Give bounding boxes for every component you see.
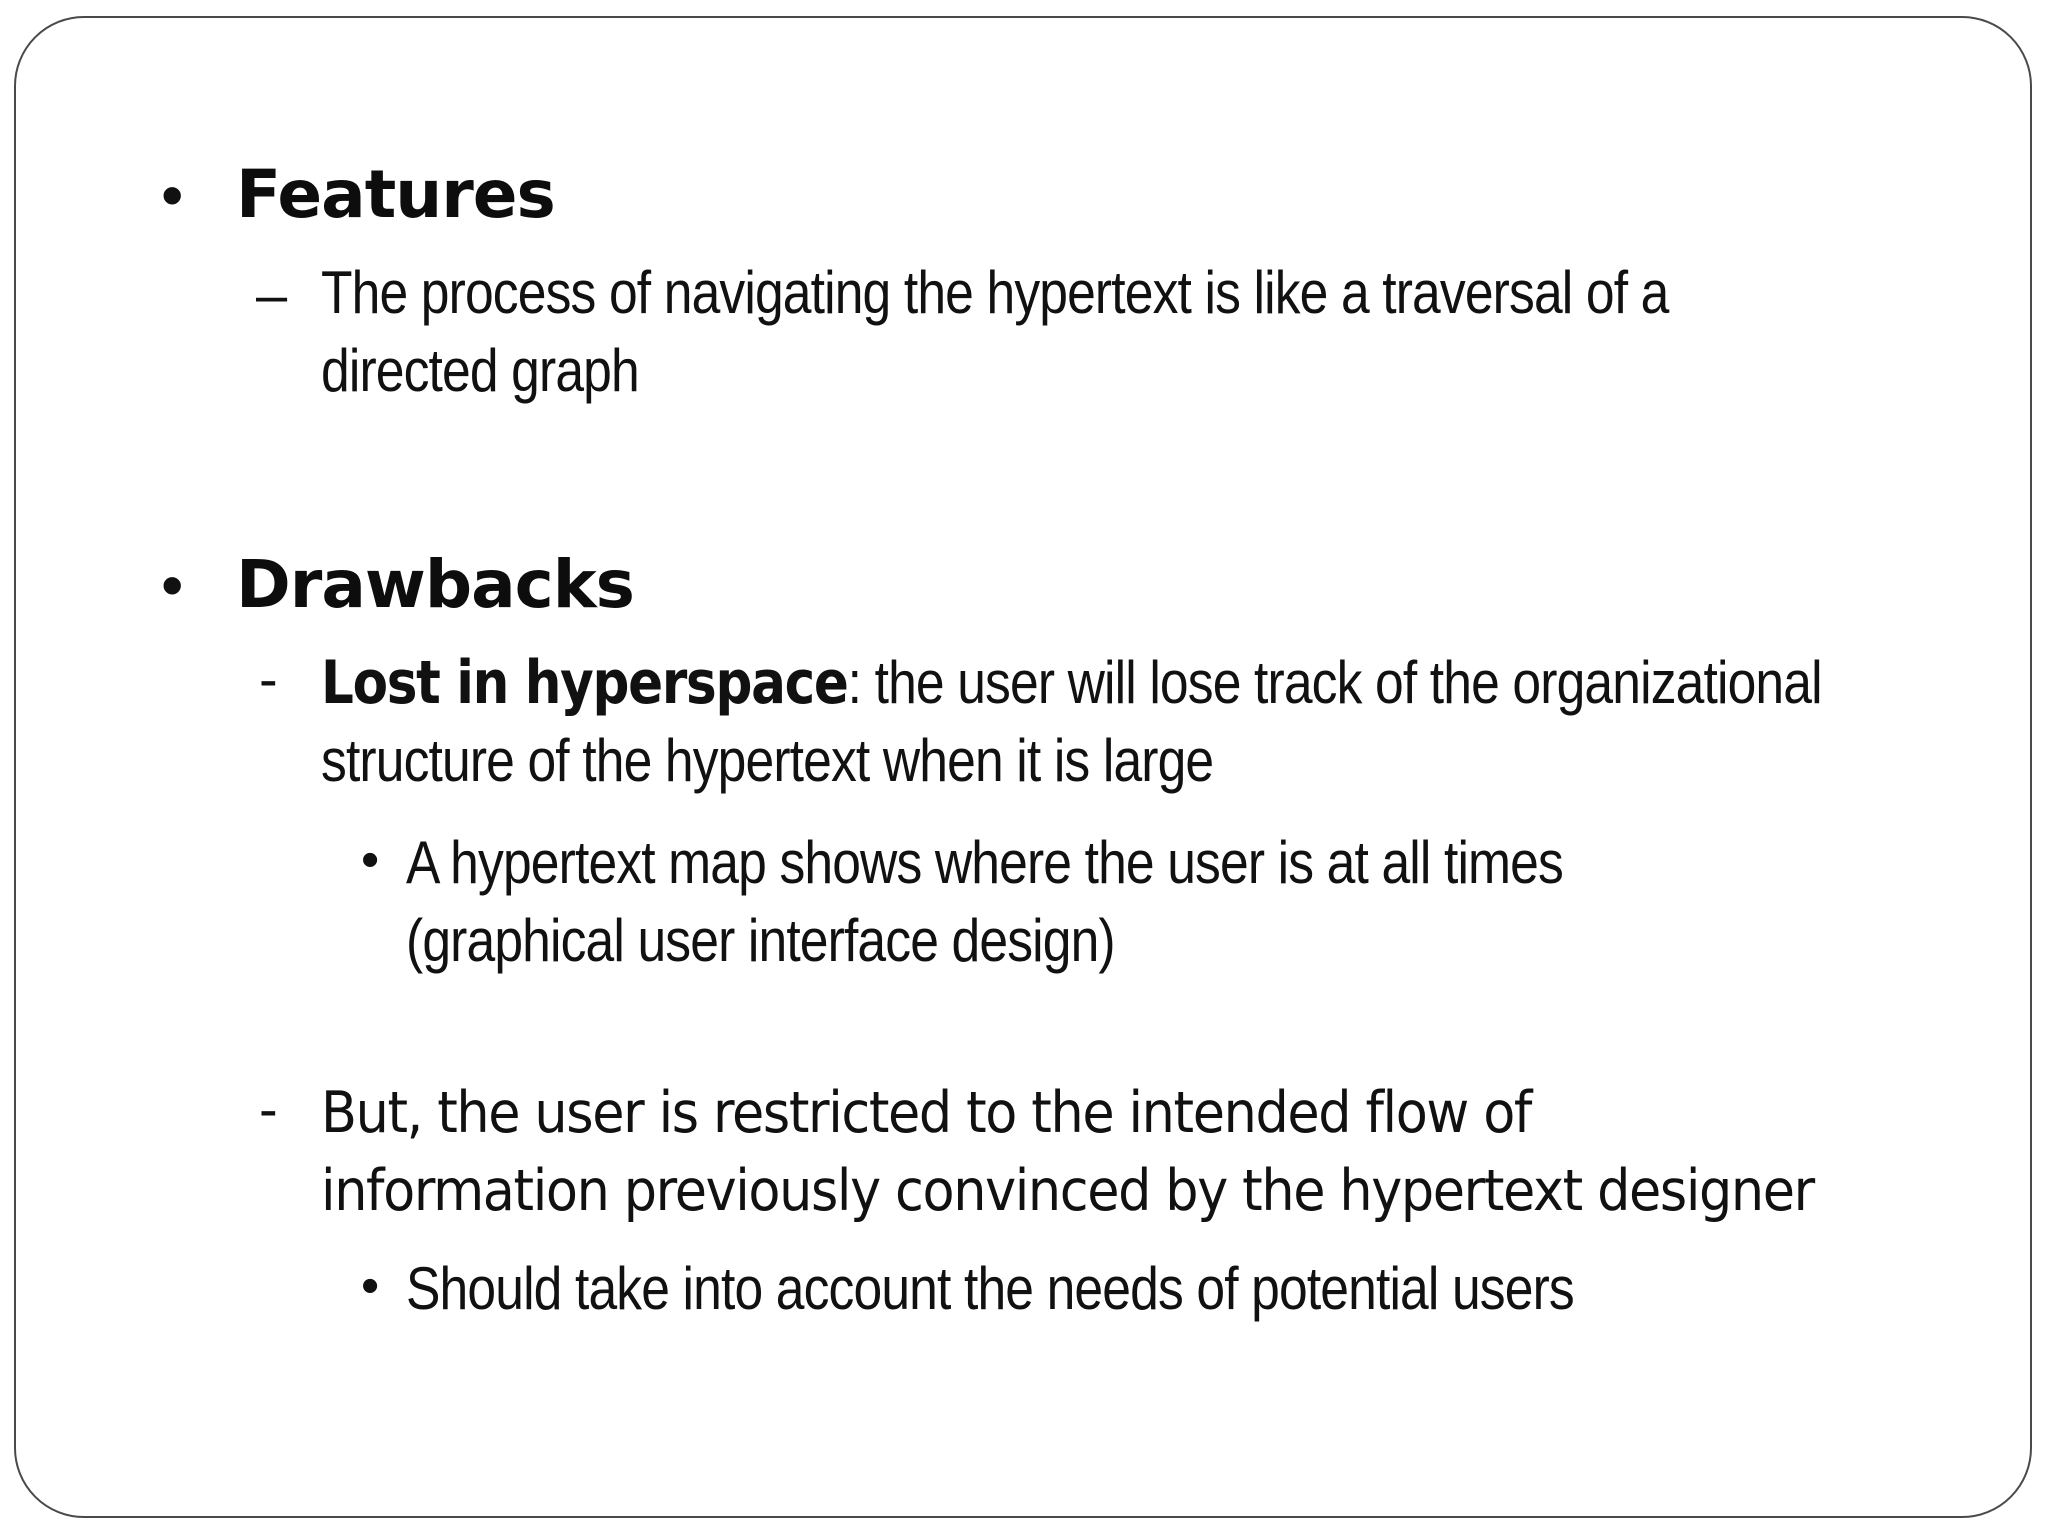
potential-users-line: Should take into account the needs of potential users: [406, 1255, 1574, 1322]
features-text-line-2: directed graph: [321, 337, 639, 404]
lost-in-hyperspace-rest: : the user will lose track of the organizational: [847, 649, 1822, 716]
dash-marker: -: [259, 647, 278, 710]
sub-bullet-marker: •: [361, 831, 380, 889]
lost-in-hyperspace-line-1: [321, 648, 1822, 718]
features-heading: Features: [236, 156, 555, 233]
restricted-flow-line-1: But, the user is restricted to the intended flow of: [321, 1080, 1532, 1146]
restricted-flow-line-2: information previously convinced by the hypertext designer: [321, 1158, 1814, 1224]
drawbacks-heading: Drawbacks: [236, 546, 634, 623]
dash-marker: -: [259, 1077, 278, 1140]
hypertext-map-line-2: (graphical user interface design): [406, 907, 1115, 974]
lost-in-hyperspace-line-2: structure of the hypertext when it is large: [321, 727, 1214, 794]
slide: [14, 16, 2032, 1518]
sub-bullet-marker: •: [361, 1257, 380, 1315]
bullet-marker: •: [161, 159, 184, 231]
features-text-line-1: The process of navigating the hypertext is like a traversal of a: [321, 259, 1669, 326]
lost-in-hyperspace-term: Lost in hyperspace: [321, 648, 848, 718]
dash-marker: –: [256, 263, 288, 326]
hypertext-map-line-1: A hypertext map shows where the user is at all times: [406, 829, 1563, 896]
bullet-marker: •: [161, 549, 184, 621]
